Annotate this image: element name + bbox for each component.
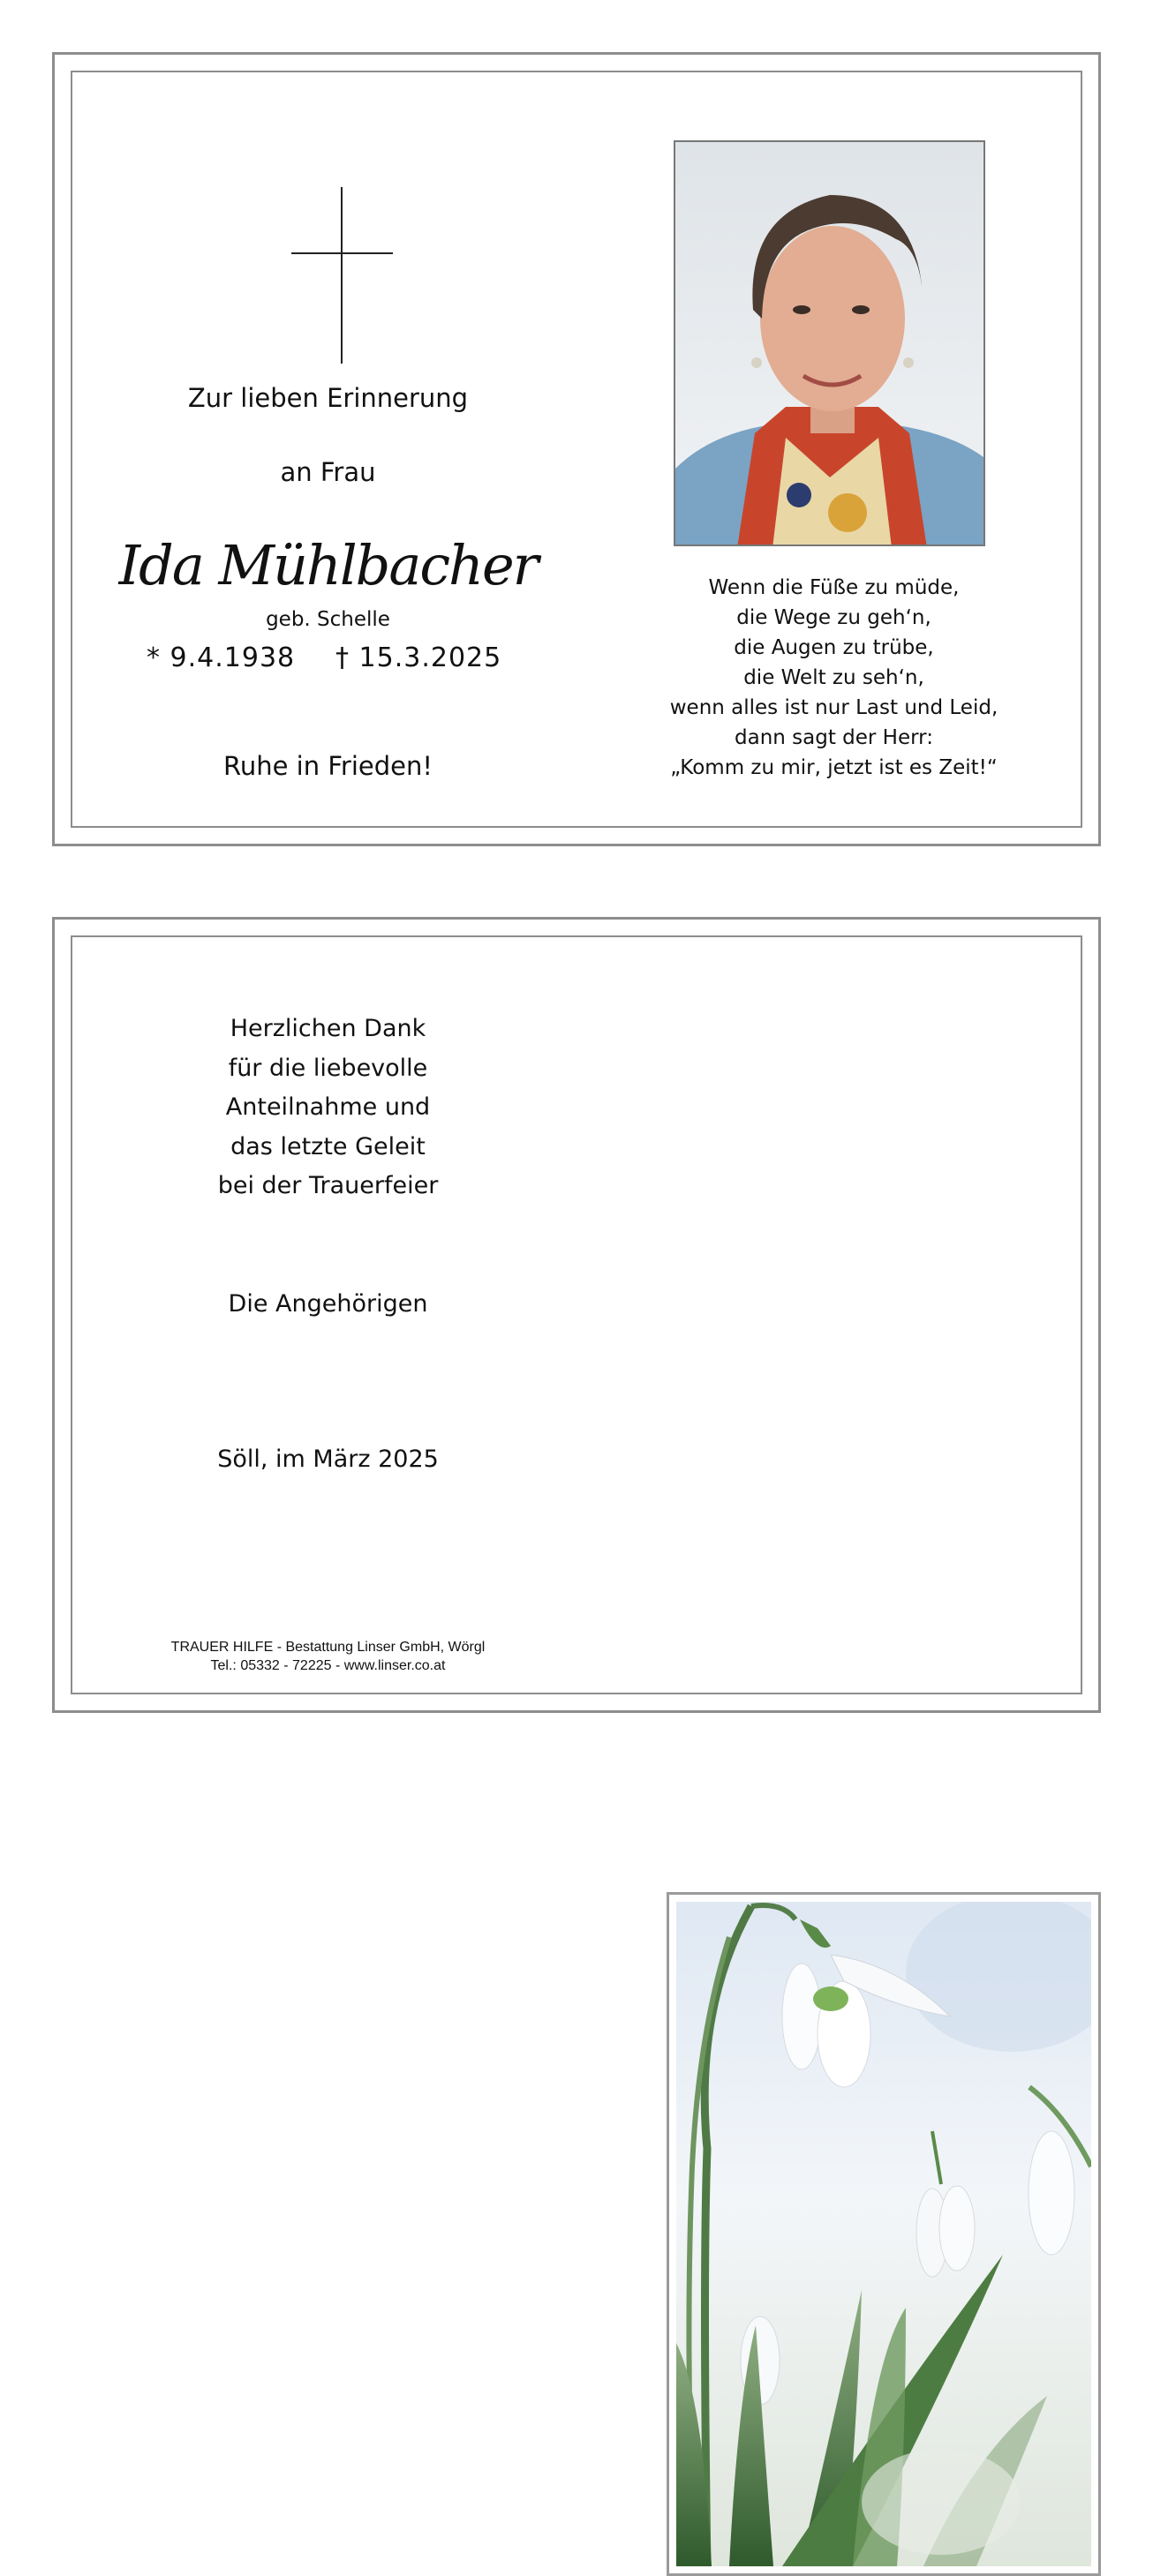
closing-text: Ruhe in Frieden! (223, 751, 433, 781)
poem-block (585, 71, 1082, 828)
cross-icon-bar (291, 252, 393, 254)
poem-line: Wenn die Füße zu müde, (708, 576, 960, 599)
cross-icon (341, 187, 343, 364)
death-date: † 15.3.2025 (335, 642, 502, 673)
thanks-line: für die liebevolle (228, 1055, 428, 1082)
memorial-card-front (52, 52, 1101, 846)
front-left-column (71, 71, 585, 828)
snowdrop-photo (676, 1902, 1091, 2566)
footer-line: TRAUER HILFE - Bestattung Linser GmbH, Wörgl (170, 1640, 486, 1655)
snowdrop-photo-frame (667, 1892, 1101, 2576)
salutation-text: an Frau (280, 457, 376, 487)
poem-line: die Welt zu seh‘n, (743, 666, 924, 689)
footer-line: Tel.: 05332 - 72225 - www.linser.co.at (210, 1658, 446, 1673)
poem-line: wenn alles ist nur Last und Leid, (669, 696, 999, 719)
signature-text: Die Angehörigen (228, 1290, 428, 1318)
memorial-card-back (52, 917, 1101, 1713)
thanks-line: Anteilnahme und (225, 1093, 431, 1121)
back-left-column (71, 935, 585, 1693)
poem-line: „Komm zu mir, jetzt ist es Zeit!“ (670, 756, 998, 779)
place-date-text: Söll, im März 2025 (217, 1446, 439, 1473)
birth-date: * 9.4.1938 (147, 642, 296, 673)
poem-line: die Wege zu geh‘n, (736, 606, 931, 629)
poem-line: dann sagt der Herr: (735, 726, 933, 749)
deceased-name: Ida Mühlbacher (118, 533, 538, 597)
intro-text: Zur lieben Erinnerung (187, 383, 469, 413)
maiden-name: geb. Schelle (266, 608, 390, 631)
poem-line: die Augen zu trübe, (734, 636, 934, 659)
thanks-line: das letzte Geleit (230, 1133, 426, 1160)
thanks-line: Herzlichen Dank (230, 1015, 426, 1042)
thanks-line: bei der Trauerfeier (217, 1172, 439, 1199)
